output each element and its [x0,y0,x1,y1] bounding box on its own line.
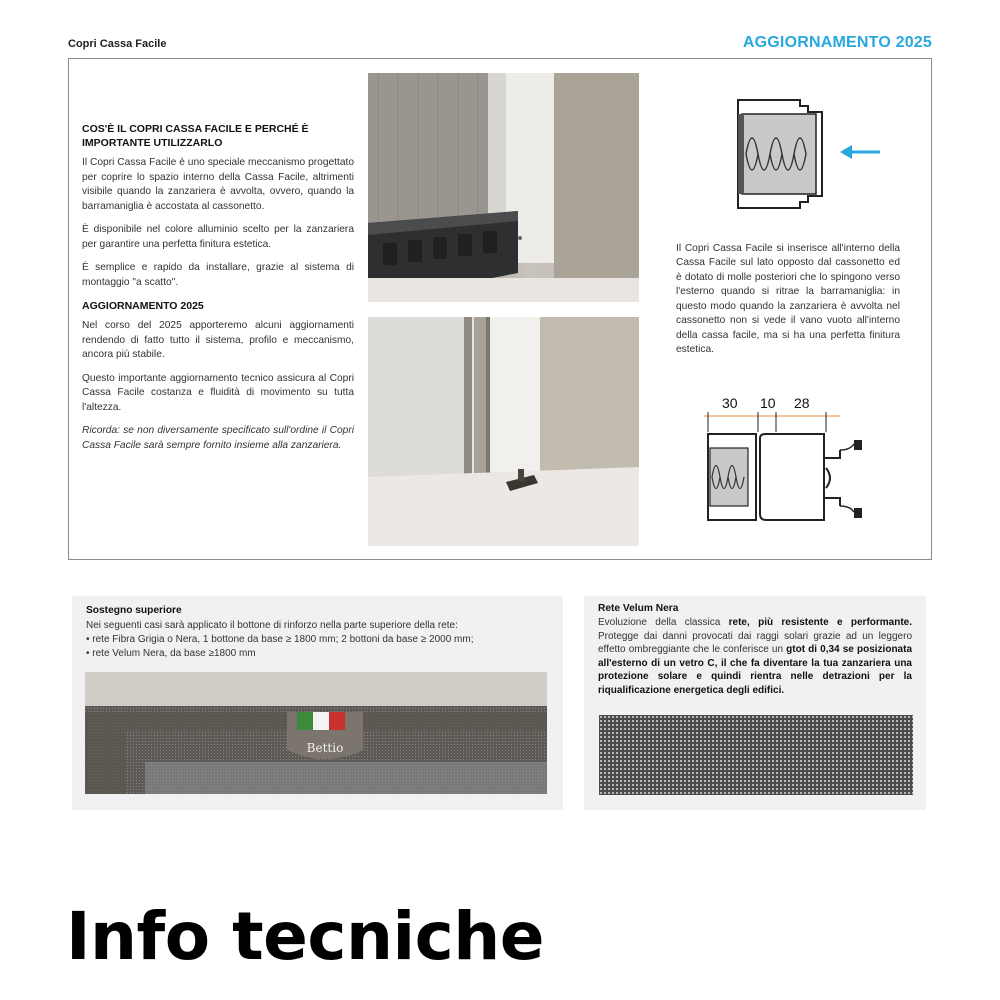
sostegno-text [86,619,556,660]
velum-text-2: Protegge dai danni provocati dai raggi solari grazie ad un leggero effetto ombreggiante che le conferisce un [598,630,912,655]
velum-bold-1: rete, più resistente e performante. [728,617,913,628]
update-heading: AGGIORNAMENTO 2025 [82,300,204,313]
update-paragraph-2: Questo importante aggiornamento tecnico assicura al Copri Cassa Facile costanza e fluidità di movimento su tutta l'altezza. [82,372,354,413]
cover-description: Il Copri Cassa Facile si inserisce all'interno della Cassa Facile sul lato opposto dal cassonetto ed è dotato di molle posteriori che lo spingono verso l'esterno quando si ritrae la barramaniglia: in questo modo quando la zanzariera è avvolta nel cassonetto non si vede il vano vuoto all'interno della cassa facile, ma si ha una perfetta finitura estetica. [676,243,900,356]
sostegno-line-3: • rete Velum Nera, da base ≥1800 mm [86,647,256,659]
dimension-10: 10 [760,395,776,411]
section-label: Copri Cassa Facile [68,38,167,50]
velum-description [598,616,912,697]
intro-paragraph-3: È semplice e rapido da installare, grazie al sistema di montaggio "a scatto". [82,262,354,288]
mesh-button-photo [85,672,547,794]
page-title: Info tecniche [66,898,544,975]
intro-text-column [82,122,354,462]
brand-badge-text: Bettio [306,741,344,755]
product-photo-bottom [368,317,639,546]
intro-paragraph-2: È disponibile nel colore alluminio scelto per la zanzariera per garantire una perfetta finitura estetica. [82,224,354,250]
velum-bold-2: gtot di 0,34 se posizionata all'esterno di un vetro C, il che fa diventare la tua zanzariera una protezione solare e quindi rientra nelle detrazioni per la riqualificazione energetica degli edifici. [598,644,913,696]
update-label: AGGIORNAMENTO 2025 [742,34,932,51]
sostegno-line-1: Nei seguenti casi sarà applicato il bottone di rinforzo nella parte superiore della rete: [86,620,458,631]
intro-paragraph-1: Il Copri Cassa Facile è uno speciale meccanismo progettato per coprire lo spazio interno della Cassa Facile, altrimenti visibile quando la zanzariera è avvolta, ovvero, quando la barramaniglia è accostata al cassonetto. [82,157,354,212]
product-photo-top [368,73,639,302]
velum-mesh-sample [599,715,913,795]
profile-dimension-diagram [694,388,880,524]
sostegno-title: Sostegno superiore [86,605,182,616]
update-paragraph-1: Nel corso del 2025 apporteremo alcuni aggiornamenti rendendo di fatto tutto il sistema, profilo e meccanismo, ancora più stabile. [82,320,354,361]
velum-title: Rete Velum Nera [598,603,679,614]
velum-text-1: Evoluzione della classica [598,617,729,628]
cover-cross-section-diagram [730,92,890,216]
dimension-28: 28 [794,395,810,411]
order-note: Ricorda: se non diversamente specificato sull'ordine il Copri Cassa Facile sarà sempre fornito insieme alla zanzariera. [82,425,354,451]
dimension-30: 30 [722,395,738,411]
sostegno-line-2: • rete Fibra Grigia o Nera, 1 bottone da base ≥ 1800 mm; 2 bottoni da base ≥ 2000 mm; [86,633,474,645]
intro-heading: COS'È IL COPRI CASSA FACILE E PERCHÉ È IMPORTANTE UTILIZZARLO [82,123,309,150]
